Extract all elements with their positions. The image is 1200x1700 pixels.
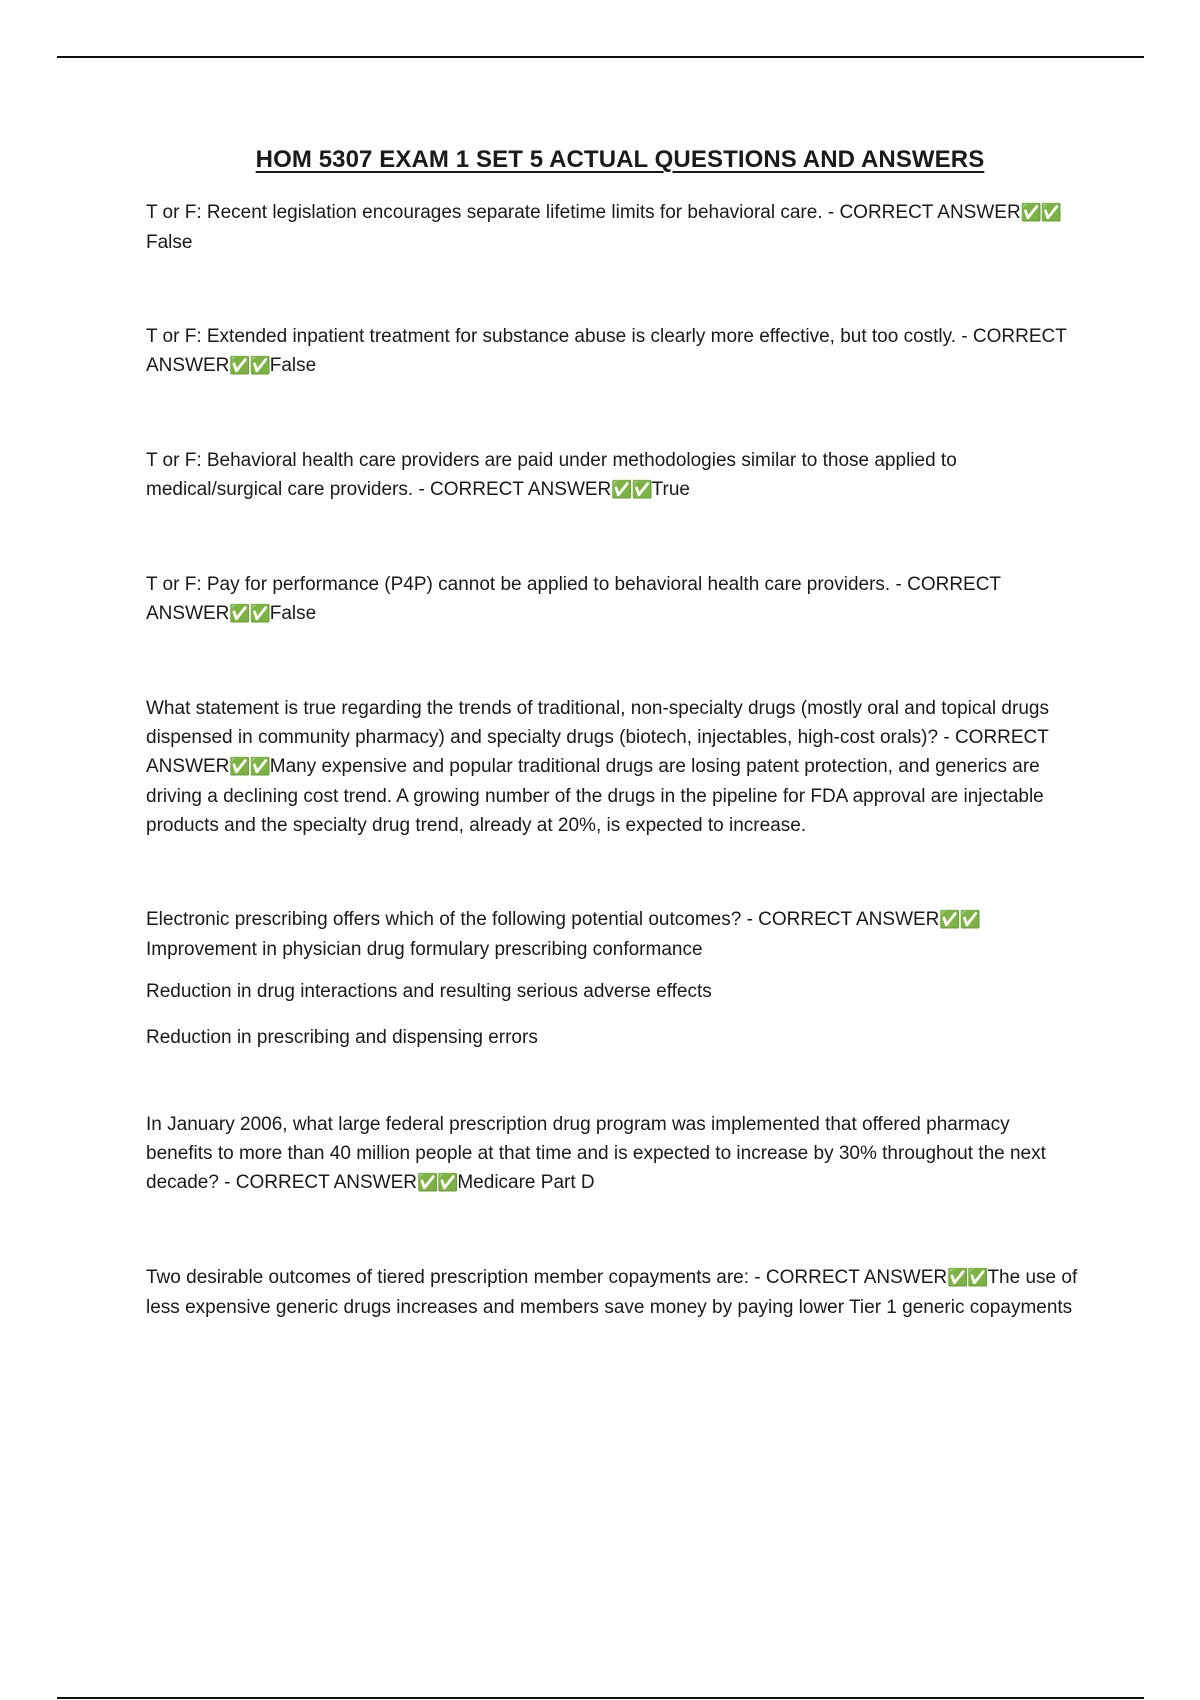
answer-text: False [146, 232, 193, 253]
qa-item-6 [146, 905, 1081, 964]
double-check-icon: ✅✅ [229, 757, 270, 777]
double-check-icon: ✅✅ [417, 1173, 458, 1193]
qa-item-5 [146, 694, 1081, 840]
double-check-icon: ✅✅ [611, 480, 652, 500]
question-text: T or F: Behavioral health care providers are paid under methodologies similar to those applied to medical/surgical care providers. - CORRECT ANSWER [146, 450, 957, 500]
document-title: HOM 5307 EXAM 1 SET 5 ACTUAL QUESTIONS AND ANSWERS [255, 146, 985, 173]
question-text: T or F: Pay for performance (P4P) cannot be applied to behavioral health care providers. - CORRECT ANSWER [146, 574, 1001, 624]
answer-continuation-line: Reduction in drug interactions and resulting serious adverse effects [146, 981, 712, 1002]
qa-item-8 [146, 1263, 1081, 1322]
answer-text: Medicare Part D [457, 1172, 595, 1193]
question-text: T or F: Recent legislation encourages separate lifetime limits for behavioral care. - CORRECT ANSWER [146, 202, 1021, 223]
question-text: Electronic prescribing offers which of the following potential outcomes? - CORRECT ANSWER [146, 909, 940, 930]
double-check-icon: ✅✅ [947, 1268, 988, 1288]
answer-text: The use of less expensive generic drugs increases and members save money by paying lower Tier 1 generic copayments [146, 1267, 1078, 1318]
question-text: Two desirable outcomes of tiered prescription member copayments are: - CORRECT ANSWER [146, 1267, 948, 1288]
answer-text: Improvement in physician drug formulary prescribing conformance [146, 939, 703, 960]
qa-item-2 [146, 322, 1081, 381]
double-check-icon: ✅✅ [939, 910, 980, 930]
double-check-icon: ✅✅ [1020, 203, 1062, 223]
question-text: T or F: Extended inpatient treatment for substance abuse is clearly more effective, but too costly. - CORRECT ANSWER [146, 326, 1067, 376]
qa-list [146, 198, 1081, 1322]
question-text: In January 2006, what large federal prescription drug program was implemented that offered pharmacy benefits to more than 40 million people at that time and is expected to increase by 30% throughout the next decade? - CORRECT ANSWER [146, 1114, 1046, 1193]
qa-item-3 [146, 446, 1081, 505]
answer-text: Many expensive and popular traditional drugs are losing patent protection, and generics are driving a declining cost trend. A growing number of the drugs in the pipeline for FDA approval are injectable products and the specialty drug trend, already at 20%, is expected to increase. [146, 756, 1044, 836]
qa-item-7 [146, 1110, 1081, 1198]
question-text: What statement is true regarding the trends of traditional, non-specialty drugs (mostly oral and topical drugs dispensed in community pharmacy) and specialty drugs (biotech, injectables, high-cost orals)? - CORRECT ANSWER [146, 698, 1049, 777]
double-check-icon: ✅✅ [229, 356, 270, 376]
header-rule [57, 56, 1144, 58]
double-check-icon: ✅✅ [229, 604, 270, 624]
answer-text: True [651, 479, 690, 500]
answer-continuation-line: Reduction in prescribing and dispensing errors [146, 1027, 538, 1048]
footer-rule [57, 1697, 1144, 1699]
qa-item-1 [146, 198, 1081, 257]
qa-item-4 [146, 570, 1081, 629]
answer-text: False [269, 603, 317, 624]
answer-text: False [269, 355, 317, 376]
